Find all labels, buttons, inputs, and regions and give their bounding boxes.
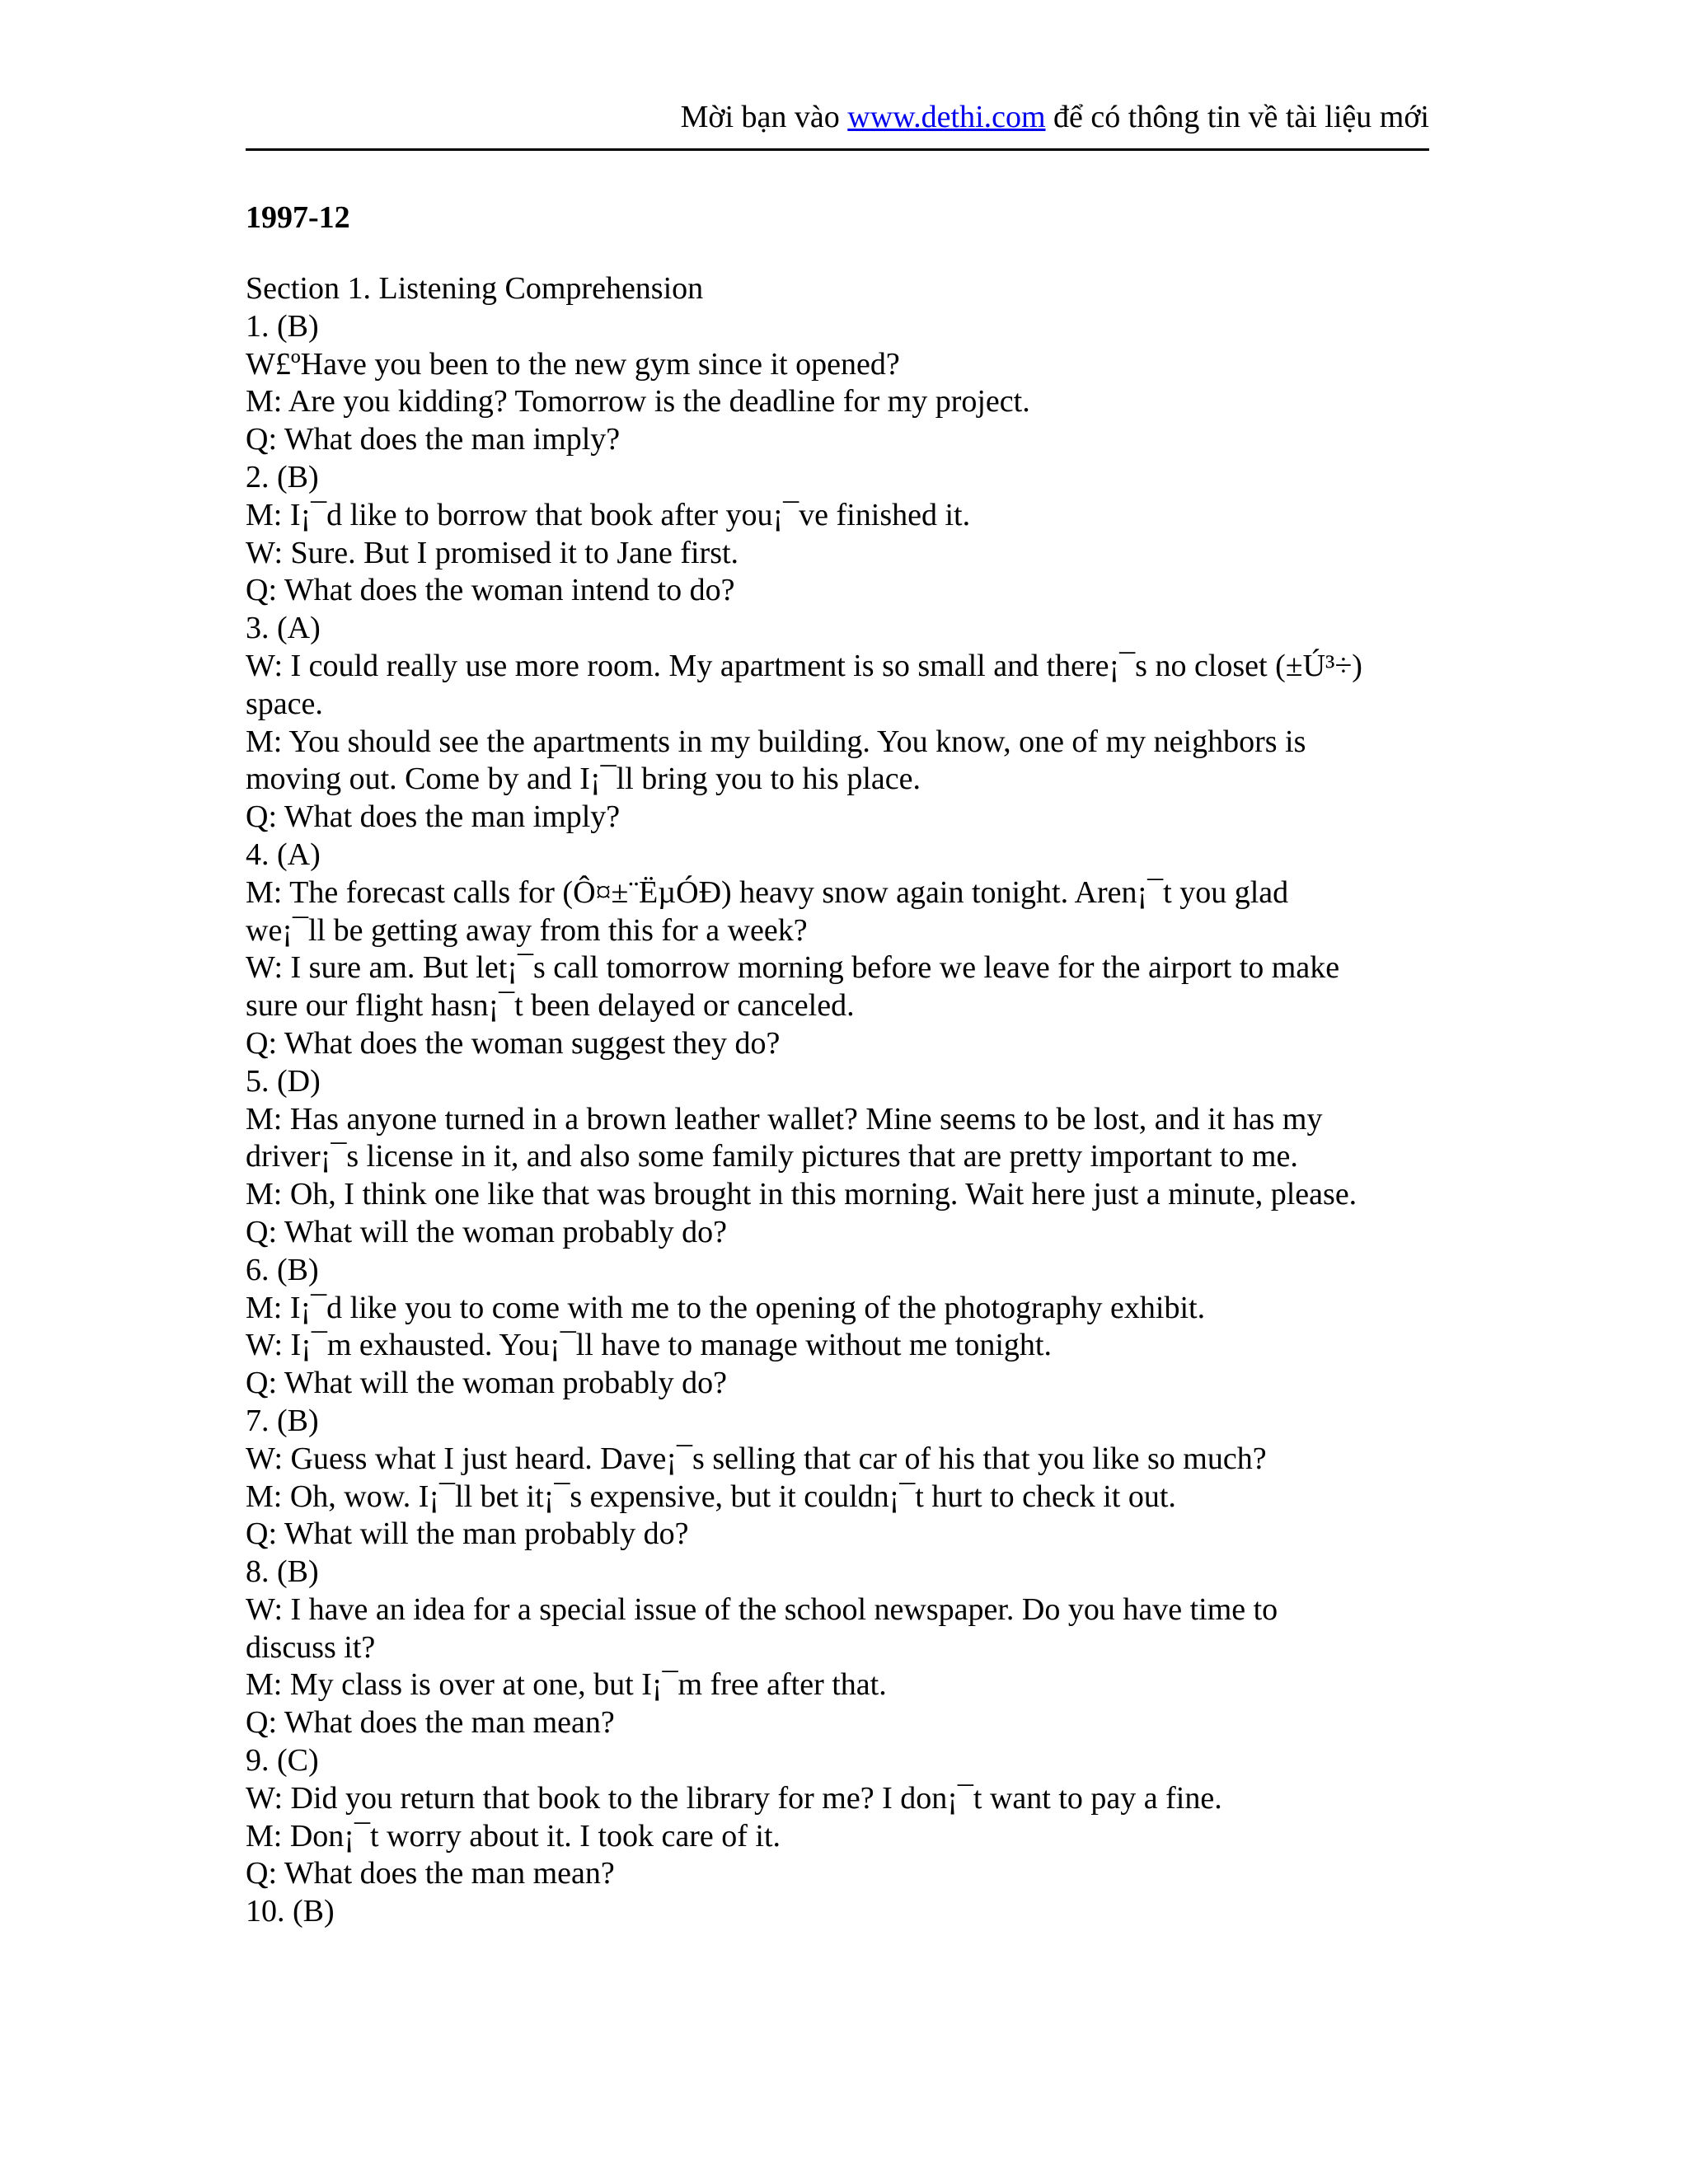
header-text [681, 97, 1429, 137]
text-line: W: Did you return that book to the library for me? I don¡¯t want to pay a fine. [246, 1780, 1222, 1816]
text-line: M: I¡¯d like you to come with me to the opening of the photography exhibit. [246, 1290, 1206, 1325]
text-line: W: I sure am. But let¡¯s call tomorrow morning before we leave for the airport to make [246, 950, 1340, 986]
text-line: Q: What does the man mean? [246, 1705, 615, 1741]
document-body [246, 270, 1432, 1931]
text-line: 8. (B) [246, 1554, 319, 1590]
text-line: Q: What does the man imply? [246, 799, 621, 835]
text-line: 5. (D) [246, 1063, 321, 1099]
text-line: Q: What does the man imply? [246, 422, 621, 457]
text-line: sure our flight hasn¡¯t been delayed or canceled. [246, 988, 855, 1024]
text-line: Q: What will the man probably do? [246, 1516, 689, 1552]
header-suffix: để có thông tin về tài liệu mới [1045, 100, 1429, 134]
text-line: 4. (A) [246, 837, 321, 872]
text-line: Q: What does the man mean? [246, 1856, 615, 1891]
text-line: Q: What does the woman intend to do? [246, 573, 735, 608]
text-line: M: Don¡¯t worry about it. I took care of it. [246, 1818, 781, 1854]
header-prefix: Mời bạn vào [680, 100, 848, 134]
text-line: driver¡¯s license in it, and also some family pictures that are pretty important to me. [246, 1139, 1298, 1174]
text-line: M: Are you kidding? Tomorrow is the deadline for my project. [246, 384, 1030, 419]
text-line: M: Has anyone turned in a brown leather wallet? Mine seems to be lost, and it has my [246, 1101, 1323, 1137]
text-line: 7. (B) [246, 1403, 319, 1438]
text-line: space. [246, 686, 323, 721]
text-line: M: I¡¯d like to borrow that book after you¡¯ve finished it. [246, 497, 971, 532]
text-line: W: I could really use more room. My apartment is so small and there¡¯s no closet (±Ú³÷) [246, 648, 1362, 683]
text-line: Q: What will the woman probably do? [246, 1366, 727, 1401]
text-line: 6. (B) [246, 1252, 319, 1287]
text-line: M: My class is over at one, but I¡¯m free after that. [246, 1667, 887, 1703]
dethi-link[interactable]: www.dethi.com [847, 100, 1046, 134]
text-line: 2. (B) [246, 459, 319, 494]
text-line: discuss it? [246, 1629, 376, 1665]
text-line: 1. (B) [246, 308, 319, 344]
text-line: Section 1. Listening Comprehension [246, 271, 704, 306]
document-title: 1997-12 [246, 200, 350, 235]
text-line: W: Guess what I just heard. Dave¡¯s selling that car of his that you like so much? [246, 1441, 1267, 1476]
text-line: 10. (B) [246, 1894, 335, 1929]
text-line: M: The forecast calls for (Ô¤±¨ËµÓÐ) heavy snow again tonight. Aren¡¯t you glad [246, 874, 1289, 910]
text-line: Q: What does the woman suggest they do? [246, 1025, 781, 1061]
text-line: M: Oh, wow. I¡¯ll bet it¡¯s expensive, but it couldn¡¯t hurt to check it out. [246, 1479, 1176, 1514]
text-line: W: Sure. But I promised it to Jane first. [246, 535, 739, 570]
text-line: W: I have an idea for a special issue of the school newspaper. Do you have time to [246, 1591, 1278, 1627]
page-header [246, 92, 1429, 151]
text-line: Q: What will the woman probably do? [246, 1214, 727, 1249]
text-line: we¡¯ll be getting away from this for a week? [246, 912, 808, 948]
text-line: M: You should see the apartments in my building. You know, one of my neighbors is [246, 724, 1306, 759]
text-line: M: Oh, I think one like that was brought in this morning. Wait here just a minute, please. [246, 1177, 1357, 1212]
text-line: 3. (A) [246, 611, 321, 646]
text-line: moving out. Come by and I¡¯ll bring you to his place. [246, 762, 921, 797]
text-line: W: I¡¯m exhausted. You¡¯ll have to manage without me tonight. [246, 1328, 1052, 1363]
text-line: W£ºHave you been to the new gym since it opened? [246, 346, 900, 382]
text-line: 9. (C) [246, 1743, 319, 1779]
